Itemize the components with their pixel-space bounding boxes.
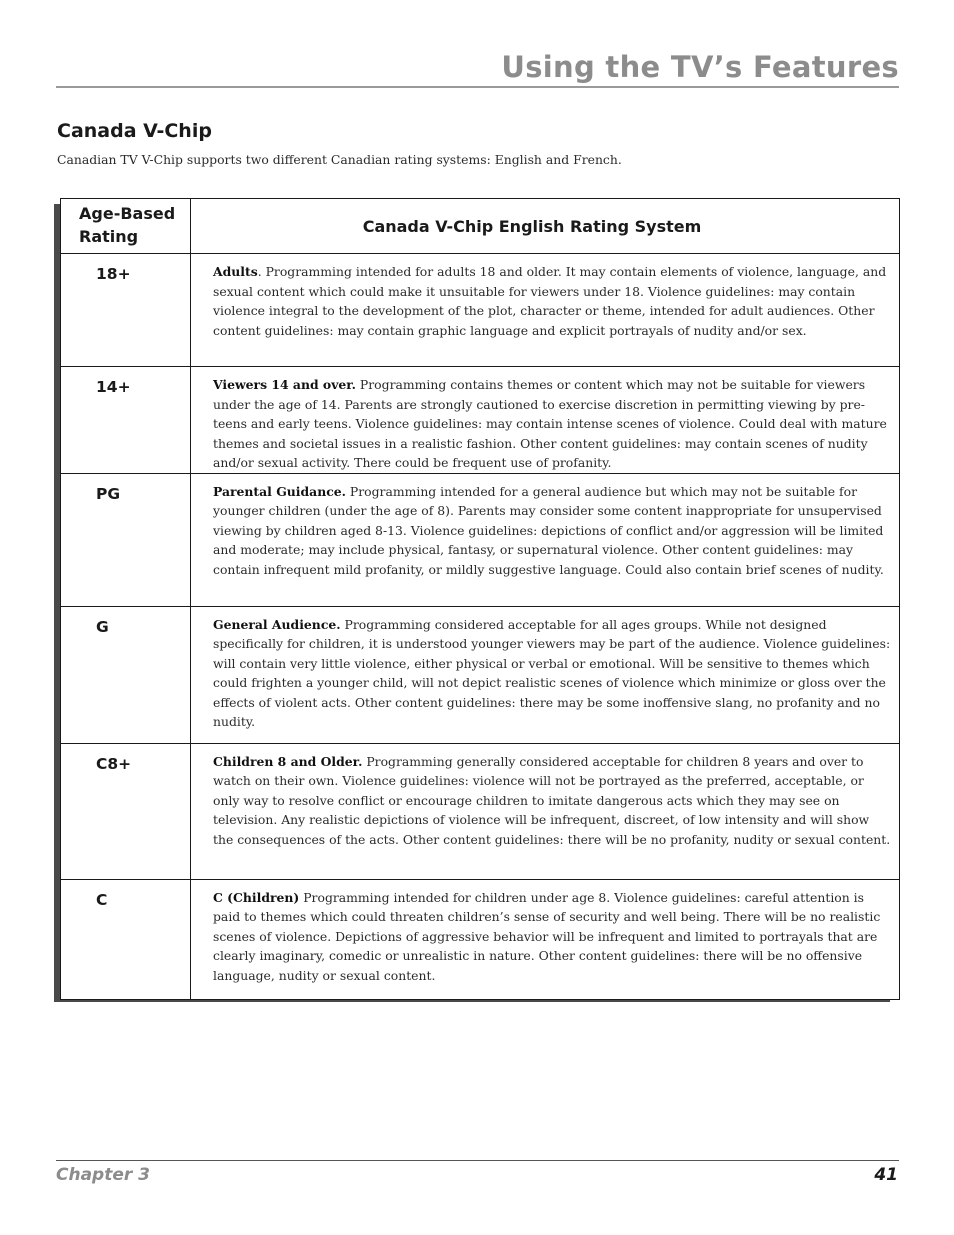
rating-lead: Viewers 14 and over.	[213, 377, 356, 392]
footer-rule	[56, 1160, 899, 1161]
rating-text: Programming contains themes or content which may not be suitable for viewers under the age of 14. Parents are strongly cautioned to exercise discretion in permitting viewing by pre-teens and early teens. Violence guidelines: may contain intense scenes of violence. Could deal with mature themes and societal issues in a realistic fashion. Other content guidelines: may contain scenes of nudity and/or sexual activity. There could be frequent use of profanity.	[213, 377, 887, 470]
rating-code: 14+	[61, 367, 191, 474]
rating-text: Programming intended for a general audience but which may not be suitable for younger children (under the age of 8). Parents may consider some content inappropriate for unsupervised viewing by children aged 8-13. Violence guidelines: depictions of conflict and/or aggression will be limited and moderate; may include physical, fantasy, or supernatural violence. Other content guidelines: may contain infrequent mild profanity, or mildly suggestive language. Could also contain brief scenes of nudity.	[213, 483, 884, 577]
section-title: Canada V-Chip	[57, 120, 212, 142]
rating-code: C8+	[61, 743, 191, 879]
rating-description	[191, 743, 900, 879]
rating-code: G	[61, 606, 191, 743]
rating-lead: Children 8 and Older.	[213, 753, 363, 769]
rating-text: . Programming intended for adults 18 and older. It may contain elements of violence, language, and sexual content which could make it unsuitable for viewers under 18. Violence guidelines: may contain violence integral to the development of the plot, character or theme, intended for adult audiences. Other content guidelines: may contain graphic language and explicit portrayals of nudity and/or sex.	[213, 264, 887, 338]
rating-lead: Parental Guidance.	[213, 483, 346, 499]
page-header-title: Using the TV’s Features	[501, 50, 899, 84]
rating-description	[191, 879, 900, 999]
rating-description	[191, 606, 900, 743]
page-number: 41	[874, 1165, 898, 1185]
rating-description	[191, 367, 900, 474]
table-row	[61, 879, 900, 999]
column-header-rating: Age-Based Rating	[61, 199, 191, 254]
rating-code: 18+	[61, 254, 191, 367]
section-intro: Canadian TV V-Chip supports two different Canadian rating systems: English and French.	[57, 152, 622, 167]
header-rule	[56, 86, 899, 88]
table-row	[61, 606, 900, 743]
rating-code: C	[61, 879, 191, 999]
rating-code: PG	[61, 473, 191, 606]
rating-description	[191, 254, 900, 367]
table-header-row	[61, 199, 900, 254]
table-row	[61, 367, 900, 474]
rating-table	[60, 198, 900, 1000]
rating-description	[191, 473, 900, 606]
table-row	[61, 743, 900, 879]
rating-lead: Adults	[213, 264, 258, 279]
column-header-system: Canada V-Chip English Rating System	[191, 199, 900, 254]
table-row	[61, 473, 900, 606]
table-row	[61, 254, 900, 367]
rating-text: Programming considered acceptable for all ages groups. While not designed specifically for children, it is understood younger viewers may be part of the audience. Violence guidelines: will contain very little violence, either physical or verbal or emotional. Will be sensitive to themes which could frighten a younger child, will not depict realistic scenes of violence which minimize or gloss over the effects of violent acts. Other content guidelines: there may be some inoffensive slang, no profanity and no nudity.	[213, 616, 891, 729]
rating-text: Programming generally considered acceptable for children 8 years and over to watch on their own. Violence guidelines: violence will not be portrayed as the preferred, acceptable, or only way to resolve conflict or encourage children to imitate dangerous acts which they may see on television. Any realistic depictions of violence will be infrequent, discreet, of low intensity and will show the consequences of the acts. Other content guidelines: there will be no profanity, nudity or sexual content.	[213, 753, 891, 847]
rating-lead: C (Children)	[213, 889, 300, 905]
rating-text: Programming intended for children under age 8. Violence guidelines: careful attention is paid to themes which could threaten children’s sense of security and well being. There will be no realistic scenes of violence. Depictions of aggressive behavior will be infrequent and limited to portrayals that are clearly imaginary, comedic or unrealistic in nature. Other content guidelines: there will be no offensive language, nudity or sexual content.	[213, 889, 881, 983]
footer-chapter: Chapter 3	[56, 1165, 151, 1185]
rating-lead: General Audience.	[213, 616, 341, 632]
